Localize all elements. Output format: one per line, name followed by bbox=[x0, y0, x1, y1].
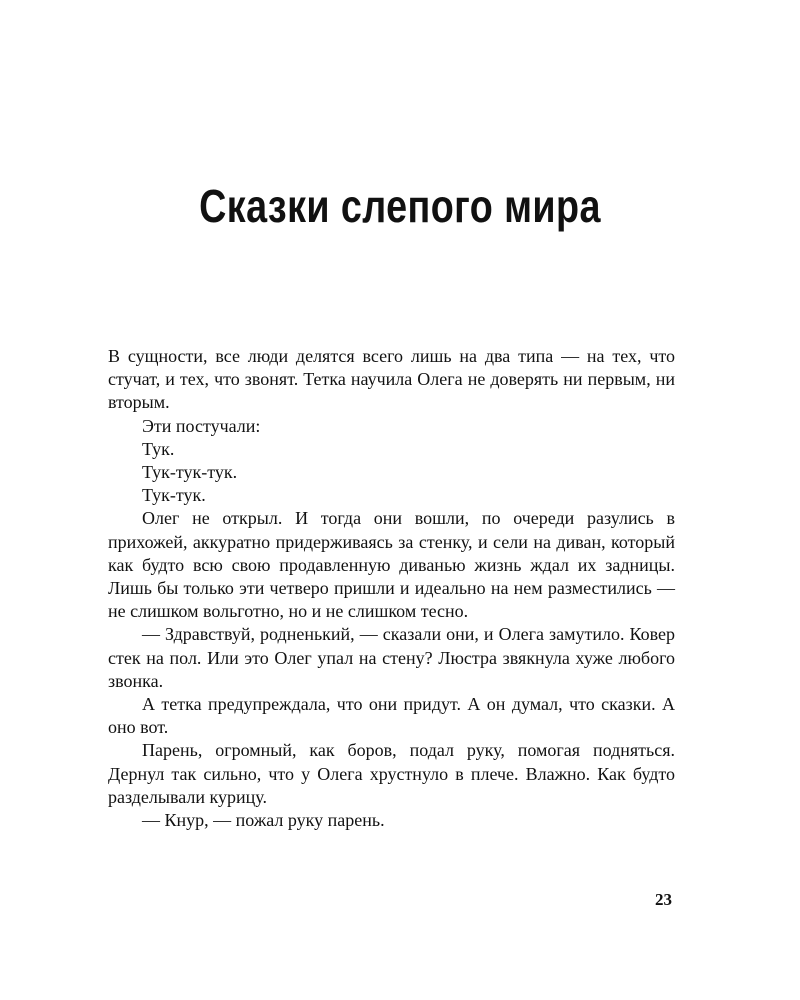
paragraph: Тук. bbox=[142, 438, 175, 459]
paragraph: Тук-тук. bbox=[142, 485, 206, 506]
paragraph: Тук-тук-тук. bbox=[142, 462, 238, 483]
paragraph: А тетка предупреждала, что они придут. А он думал, что сказки. А оно вот. bbox=[108, 694, 675, 738]
paragraph: Эти постучали: bbox=[142, 415, 261, 436]
paragraph: — Здравствуй, родненький, — сказали они, и Олега замутило. Ковер стек на пол. Или это Олег упал на стену? Люстра звякнула хуже любого звонка. bbox=[108, 624, 675, 691]
paragraph: В сущности, все люди делятся всего лишь на два типа — на тех, что стучат, и тех, что звонят. Тетка научила Олега не доверять ни первым, ни вторым. bbox=[108, 346, 675, 413]
page-number: 23 bbox=[655, 890, 672, 909]
chapter-title: Сказки слепого мира bbox=[199, 180, 601, 232]
body-text bbox=[108, 345, 675, 832]
paragraph: Олег не открыл. И тогда они вошли, по очереди разулись в прихожей, аккуратно придерживаясь за стенку, и сели на диван, который как будто всю свою продавленную диванью жизнь ждал их задницы. Лишь бы только эти четверо пришли и идеально на нем разместились — не слишком вольготно, но и не слишком тесно. bbox=[108, 508, 675, 622]
paragraph: — Кнур, — пожал руку парень. bbox=[142, 810, 385, 831]
paragraph: Парень, огромный, как боров, подал руку, помогая подняться. Дернул так сильно, что у Олега хрустнуло в плече. Влажно. Как будто разделывали курицу. bbox=[108, 740, 675, 807]
